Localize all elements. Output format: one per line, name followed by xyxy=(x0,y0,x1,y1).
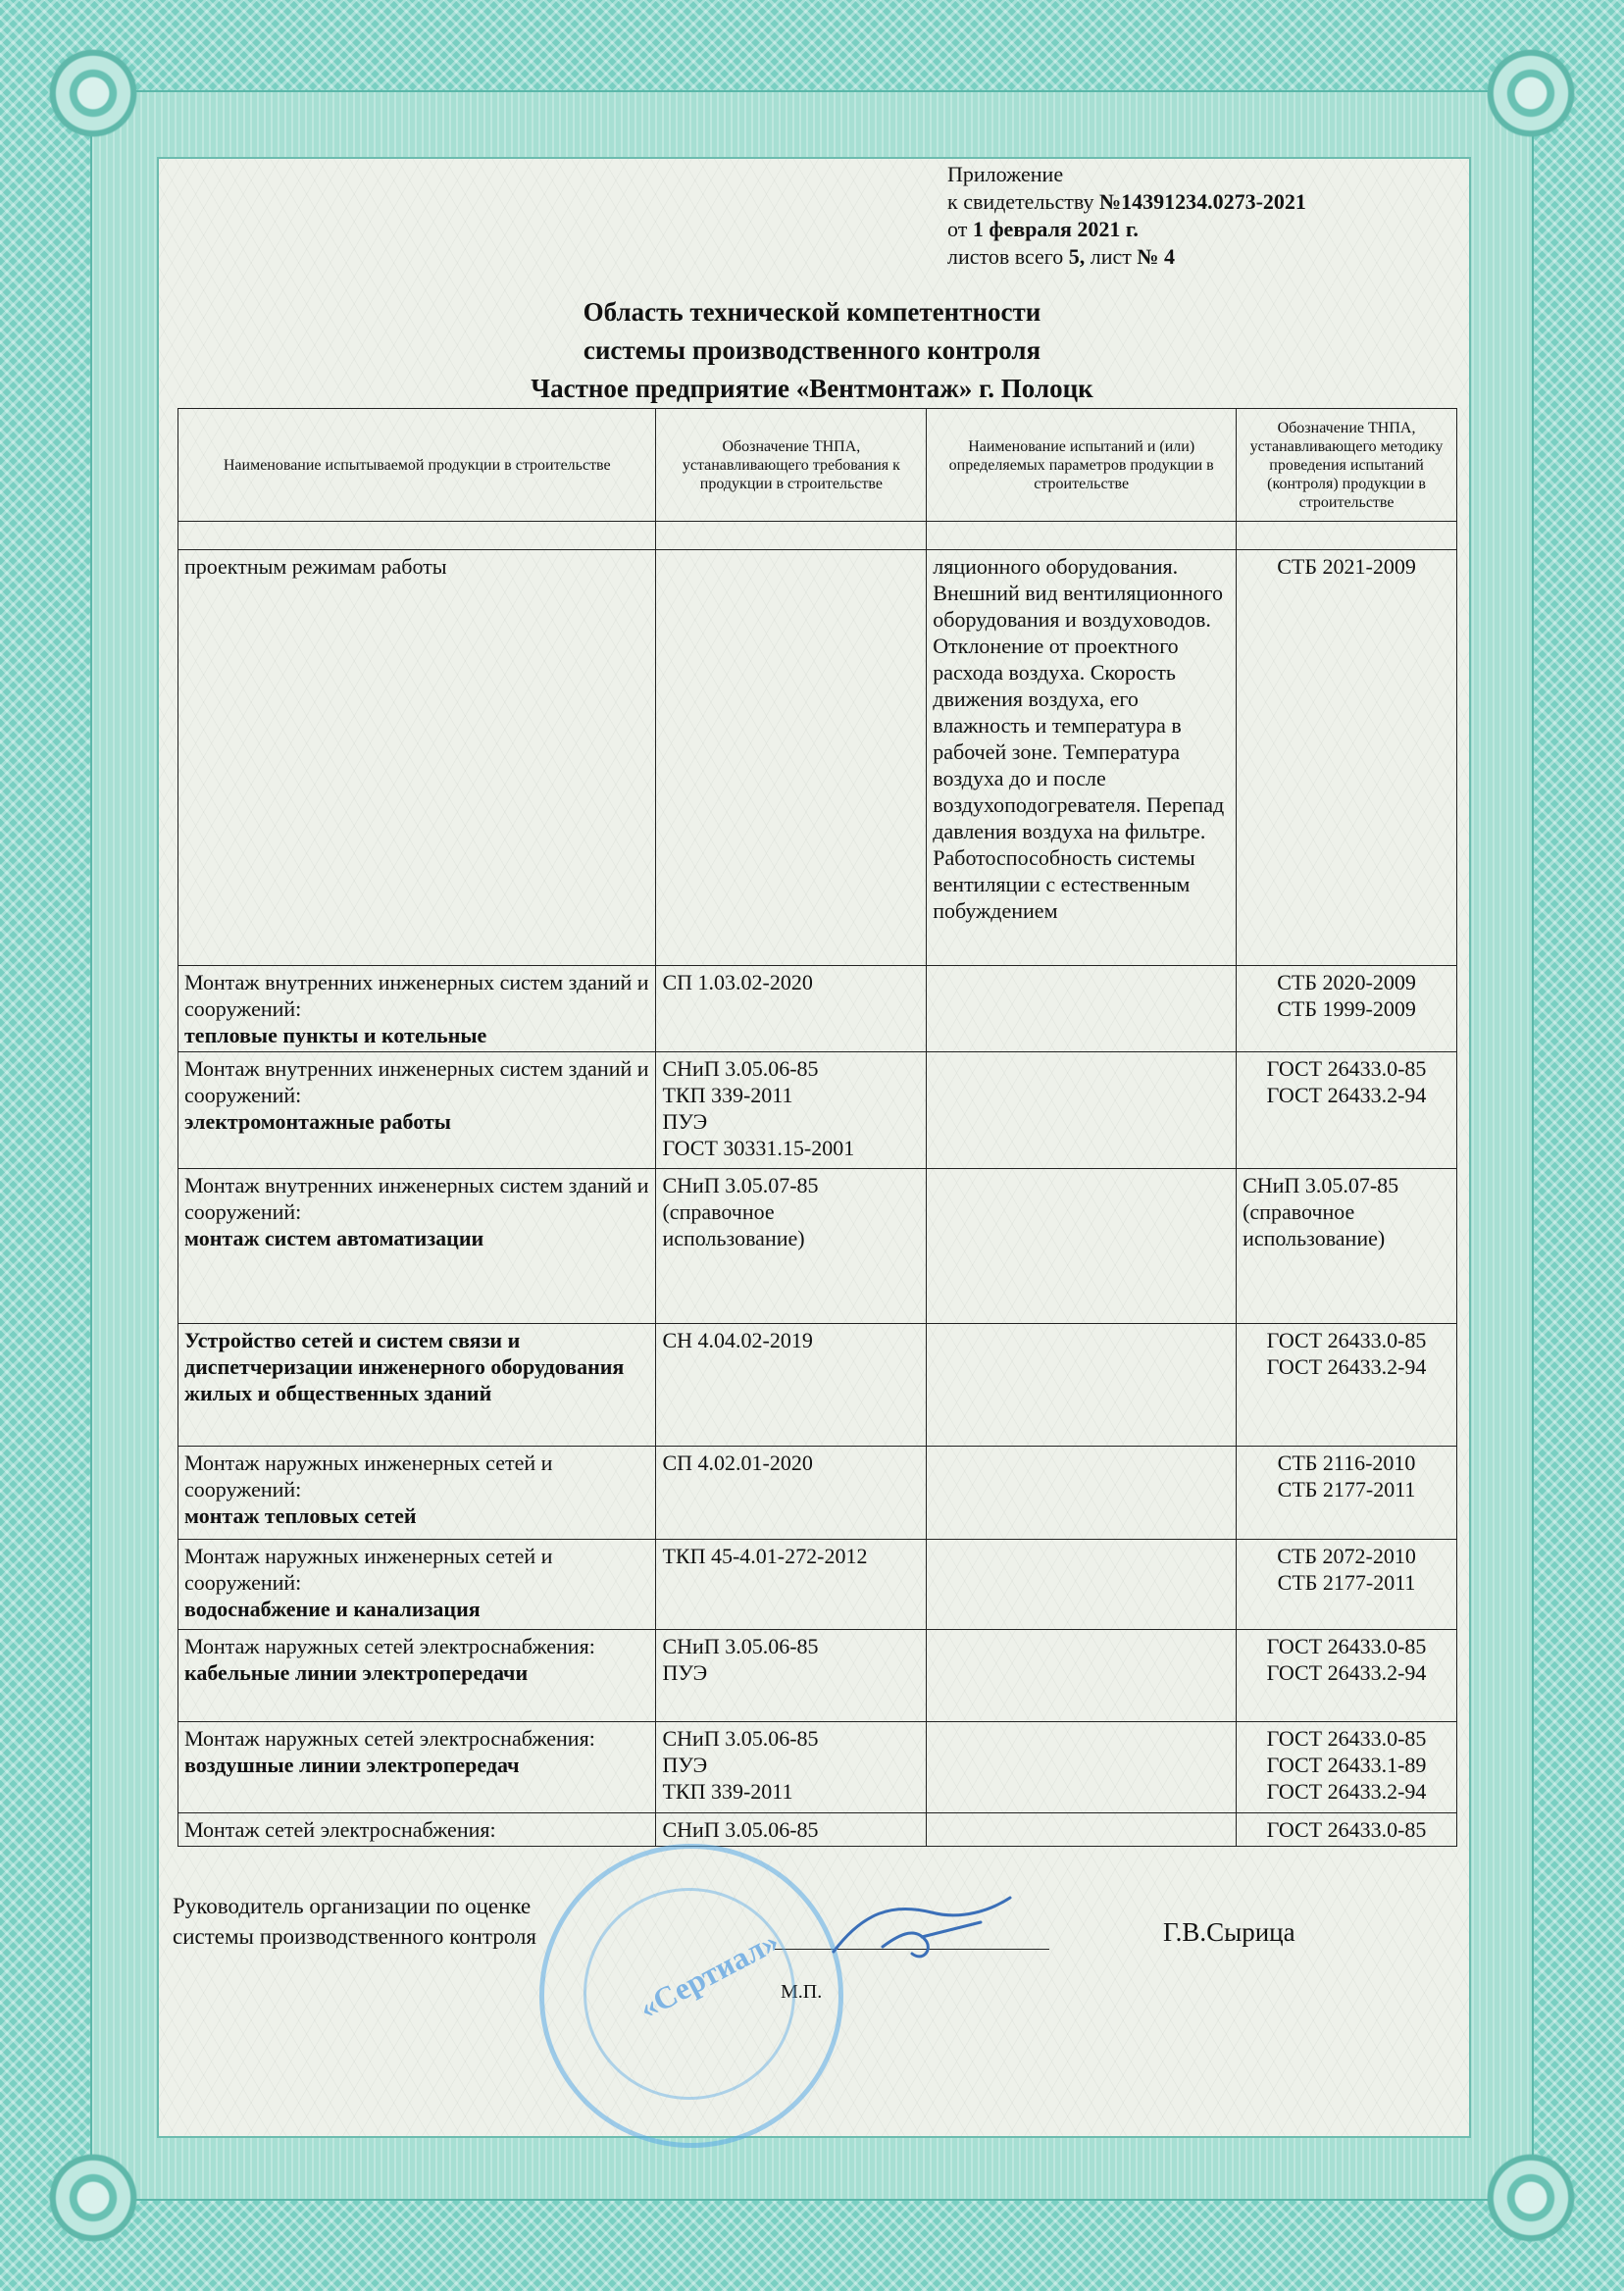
cell-tests xyxy=(927,1630,1237,1722)
cell-tests xyxy=(927,966,1237,1052)
cell-product: Монтаж внутренних инженерных систем зданий и сооружений: тепловые пункты и котельные xyxy=(178,966,656,1052)
cell-product: Монтаж внутренних инженерных систем зданий и сооружений: электромонтажные работы xyxy=(178,1052,656,1169)
cell-requirements: СНиП 3.05.06-85 ПУЭ xyxy=(656,1630,927,1722)
cell-methods: ГОСТ 26433.0-85 ГОСТ 26433.2-94 xyxy=(1237,1630,1457,1722)
header-methods: Обозначение ТНПА, устанавливающего методику проведения испытаний (контроля) продукции в строительстве xyxy=(1237,409,1457,522)
cell-tests xyxy=(927,1169,1237,1324)
cell-product: Монтаж наружных сетей электроснабжения: кабельные линии электропередачи xyxy=(178,1630,656,1722)
cell-product: Монтаж наружных сетей электроснабжения: воздушные линии электропередач xyxy=(178,1722,656,1813)
table-spacer-row xyxy=(178,522,1457,550)
table-row xyxy=(178,1447,1457,1540)
appendix-block xyxy=(947,161,1306,271)
certificate-number: №14391234.0273-2021 xyxy=(1098,189,1306,214)
cell-methods: СТБ 2021-2009 xyxy=(1237,550,1457,966)
cell-requirements: СНиП 3.05.06-85 ПУЭ ТКП 339-2011 xyxy=(656,1722,927,1813)
sheet-number: № 4 xyxy=(1137,244,1176,269)
cell-requirements xyxy=(656,550,927,966)
competence-table xyxy=(178,408,1457,1847)
table-row xyxy=(178,550,1457,966)
table-row xyxy=(178,966,1457,1052)
cell-product: Монтаж наружных инженерных сетей и сооружений: монтаж тепловых сетей xyxy=(178,1447,656,1540)
document-title-line3: Частное предприятие «Вентмонтаж» г. Полоцк xyxy=(531,374,1093,403)
cell-requirements: СН 4.04.02-2019 xyxy=(656,1324,927,1447)
appendix-line: Приложение xyxy=(947,162,1064,186)
cell-tests xyxy=(927,1540,1237,1630)
cell-tests xyxy=(927,1722,1237,1813)
cell-requirements: СНиП 3.05.06-85 xyxy=(656,1813,927,1847)
table-row xyxy=(178,1813,1457,1847)
organization-stamp xyxy=(539,1844,843,2148)
cell-requirements: СНиП 3.05.07-85 (справочное использование) xyxy=(656,1169,927,1324)
cell-methods: ГОСТ 26433.0-85 ГОСТ 26433.2-94 xyxy=(1237,1052,1457,1169)
corner-ornament xyxy=(1477,2144,1585,2252)
cell-product: проектным режимам работы xyxy=(178,550,656,966)
appendix-certificate: к свидетельству №14391234.0273-2021 xyxy=(947,189,1306,214)
corner-ornament xyxy=(39,2144,147,2252)
table-row xyxy=(178,1722,1457,1813)
cell-requirements: СП 1.03.02-2020 xyxy=(656,966,927,1052)
document-title-line2: системы производственного контроля xyxy=(583,335,1041,365)
cell-requirements: СНиП 3.05.06-85 ТКП 339-2011 ПУЭ ГОСТ 30331.15-2001 xyxy=(656,1052,927,1169)
appendix-sheets: листов всего 5, лист № 4 xyxy=(947,244,1176,269)
cell-requirements: ТКП 45-4.01-272-2012 xyxy=(656,1540,927,1630)
cell-methods: ГОСТ 26433.0-85 xyxy=(1237,1813,1457,1847)
cell-product: Устройство сетей и систем связи и диспетчеризации инженерного оборудования жилых и общественных зданий xyxy=(178,1324,656,1447)
corner-ornament xyxy=(1477,39,1585,147)
cell-methods: СТБ 2072-2010 СТБ 2177-2011 xyxy=(1237,1540,1457,1630)
cell-methods: СНиП 3.05.07-85 (справочное использование) xyxy=(1237,1169,1457,1324)
table-row xyxy=(178,1540,1457,1630)
table-row xyxy=(178,1324,1457,1447)
stamp-text: «Сертиал» xyxy=(633,1922,785,2026)
signatory-name: Г.В.Сырица xyxy=(1163,1917,1295,1947)
header-product: Наименование испытываемой продукции в строительстве xyxy=(178,409,656,522)
signatory-title: Руководитель организации по оценке системы производственного контроля xyxy=(173,1894,537,1949)
cell-tests xyxy=(927,1447,1237,1540)
cell-methods: ГОСТ 26433.0-85 ГОСТ 26433.2-94 xyxy=(1237,1324,1457,1447)
certificate-date: 1 февраля 2021 г. xyxy=(972,217,1139,241)
appendix-date: от 1 февраля 2021 г. xyxy=(947,217,1139,241)
cell-tests xyxy=(927,1052,1237,1169)
cell-tests: ляционного оборудования. Внешний вид вентиляционного оборудования и воздуховодов. Отклонение от проектного расхода воздуха. Скорость движения воздуха, его влажность и температура в рабочей зоне. Температура воздуха до и после воздухоподогревателя. Перепад давления воздуха на фильтре. Работоспособность системы вентиляции с естественным побуждением xyxy=(927,550,1237,966)
cell-methods: СТБ 2116-2010 СТБ 2177-2011 xyxy=(1237,1447,1457,1540)
cell-tests xyxy=(927,1813,1237,1847)
table-header-row xyxy=(178,409,1457,522)
cell-methods: СТБ 2020-2009 СТБ 1999-2009 xyxy=(1237,966,1457,1052)
cell-requirements: СП 4.02.01-2020 xyxy=(656,1447,927,1540)
header-requirements: Обозначение ТНПА, устанавливающего требования к продукции в строительстве xyxy=(656,409,927,522)
seal-place-label: М.П. xyxy=(781,1981,823,2003)
cell-product: Монтаж наружных инженерных сетей и сооружений: водоснабжение и канализация xyxy=(178,1540,656,1630)
document-title-line1: Область технической компетентности xyxy=(583,297,1041,327)
header-tests: Наименование испытаний и (или) определяемых параметров продукции в строительстве xyxy=(927,409,1237,522)
cell-tests xyxy=(927,1324,1237,1447)
table-row xyxy=(178,1630,1457,1722)
cell-product: Монтаж сетей электроснабжения: xyxy=(178,1813,656,1847)
corner-ornament xyxy=(39,39,147,147)
handwritten-signature xyxy=(824,1893,1020,1971)
cell-product: Монтаж внутренних инженерных систем зданий и сооружений: монтаж систем автоматизации xyxy=(178,1169,656,1324)
table-row xyxy=(178,1052,1457,1169)
cell-methods: ГОСТ 26433.0-85 ГОСТ 26433.1-89 ГОСТ 26433.2-94 xyxy=(1237,1722,1457,1813)
table-row xyxy=(178,1169,1457,1324)
